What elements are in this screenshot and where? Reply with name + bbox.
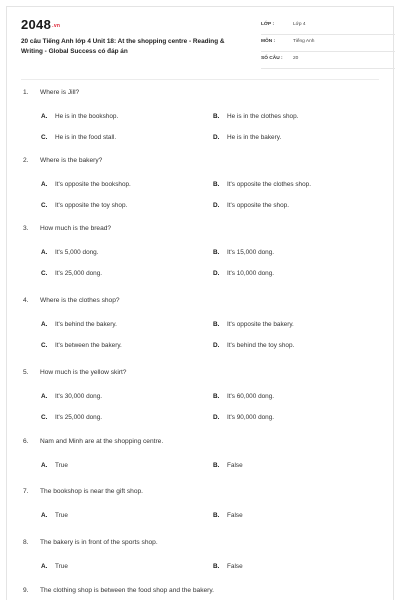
answer-option[interactable] [41, 181, 131, 188]
answer-option[interactable] [213, 462, 243, 469]
option-letter: C. [41, 202, 48, 209]
option-letter: D. [213, 414, 220, 421]
answer-option[interactable] [41, 202, 127, 209]
answer-option[interactable] [41, 342, 122, 349]
answer-option[interactable] [213, 249, 274, 256]
question-number: 6. [23, 438, 29, 445]
option-text: It's 30,000 dong. [55, 393, 103, 400]
logo-main: 2048 [21, 17, 52, 32]
question-number: 1. [23, 89, 29, 96]
option-letter: D. [213, 134, 220, 141]
meta-row-count [261, 55, 395, 69]
question-stem: The clothing shop is between the food shop and the bakery. [40, 587, 214, 594]
option-letter: D. [213, 342, 220, 349]
document-header [21, 17, 379, 77]
option-letter: B. [213, 563, 220, 570]
option-text: True [55, 512, 68, 519]
option-letter: B. [213, 512, 220, 519]
option-text: It's 25,000 dong. [55, 414, 103, 421]
option-letter: C. [41, 134, 48, 141]
meta-value: 20 [293, 56, 299, 61]
question-stem: Where is Jill? [40, 89, 80, 96]
meta-label: MÔN : [261, 39, 276, 44]
answer-option[interactable] [213, 512, 243, 519]
meta-value: Lớp 4 [293, 22, 306, 27]
site-logo[interactable] [21, 17, 60, 32]
answer-option[interactable] [41, 134, 116, 141]
answer-option[interactable] [41, 113, 118, 120]
question-number: 8. [23, 539, 29, 546]
question-text [23, 438, 163, 445]
answer-option[interactable] [41, 512, 68, 519]
option-letter: B. [213, 113, 220, 120]
answer-option[interactable] [41, 321, 117, 328]
answer-option[interactable] [213, 342, 294, 349]
option-letter: D. [213, 270, 220, 277]
option-text: It's 10,000 dong. [227, 270, 275, 277]
meta-label: SỐ CÂU : [261, 56, 283, 61]
option-text: It's 25,000 dong. [55, 270, 103, 277]
answer-option[interactable] [41, 393, 102, 400]
option-text: True [55, 462, 68, 469]
document-page [6, 6, 394, 600]
document-title: 20 câu Tiếng Anh lớp 4 Unit 18: At the shopping centre - Reading & Writing - Global Success có đáp án [21, 38, 225, 55]
option-text: It's 60,000 dong. [227, 393, 275, 400]
question-number: 5. [23, 369, 29, 376]
option-text: True [55, 563, 68, 570]
answer-option[interactable] [213, 270, 274, 277]
question-number: 4. [23, 297, 29, 304]
answer-option[interactable] [213, 113, 298, 120]
option-text: It's between the bakery. [55, 342, 122, 349]
question-text [23, 539, 158, 546]
question-number: 2. [23, 157, 29, 164]
question-stem: Where is the clothes shop? [40, 297, 120, 304]
answer-option[interactable] [41, 414, 102, 421]
option-letter: B. [213, 181, 220, 188]
option-text: It's opposite the bookshop. [55, 181, 131, 188]
option-letter: A. [41, 181, 48, 188]
option-text: It's opposite the clothes shop. [227, 181, 311, 188]
option-letter: B. [213, 321, 220, 328]
question-stem: How much is the bread? [40, 225, 112, 232]
answer-option[interactable] [41, 249, 99, 256]
option-letter: D. [213, 202, 220, 209]
option-text: It's behind the bakery. [55, 321, 117, 328]
option-letter: B. [213, 462, 220, 469]
meta-label: LỚP : [261, 22, 275, 27]
option-text: It's opposite the toy shop. [55, 202, 128, 209]
question-stem: The bookshop is near the gift shop. [40, 488, 144, 495]
answer-option[interactable] [213, 202, 289, 209]
option-letter: C. [41, 342, 48, 349]
option-letter: C. [41, 270, 48, 277]
option-text: He is in the food stall. [55, 134, 117, 141]
answer-option[interactable] [213, 321, 294, 328]
question-text [23, 89, 79, 96]
meta-value: Tiếng Anh [293, 39, 315, 44]
answer-option[interactable] [41, 563, 68, 570]
option-letter: A. [41, 249, 48, 256]
meta-panel [261, 21, 395, 72]
option-text: It's opposite the shop. [227, 202, 289, 209]
option-text: False [227, 512, 243, 519]
question-text [23, 587, 214, 594]
logo-suffix: .vn [52, 22, 61, 29]
header-divider [21, 79, 379, 80]
question-number: 7. [23, 488, 29, 495]
option-letter: A. [41, 563, 48, 570]
question-text [23, 297, 120, 304]
option-letter: A. [41, 113, 48, 120]
option-text: It's opposite the bakery. [227, 321, 294, 328]
option-letter: B. [213, 249, 220, 256]
option-letter: A. [41, 321, 48, 328]
answer-option[interactable] [213, 563, 243, 570]
option-letter: B. [213, 393, 220, 400]
answer-option[interactable] [41, 462, 68, 469]
option-text: He is in the bakery. [227, 134, 282, 141]
answer-option[interactable] [213, 181, 311, 188]
option-text: It's 5,000 dong. [55, 249, 99, 256]
option-text: He is in the clothes shop. [227, 113, 299, 120]
meta-row-grade [261, 21, 395, 35]
question-stem: Nam and Minh are at the shopping centre. [40, 438, 164, 445]
question-stem: Where is the bakery? [40, 157, 103, 164]
question-text [23, 369, 126, 376]
question-text [23, 157, 102, 164]
option-text: False [227, 462, 243, 469]
option-letter: A. [41, 462, 48, 469]
option-text: He is in the bookshop. [55, 113, 119, 120]
answer-option[interactable] [213, 414, 274, 421]
option-letter: A. [41, 393, 48, 400]
answer-option[interactable] [213, 393, 274, 400]
question-number: 9. [23, 587, 29, 594]
question-stem: How much is the yellow skirt? [40, 369, 127, 376]
option-letter: C. [41, 414, 48, 421]
question-text [23, 488, 143, 495]
option-text: It's behind the toy shop. [227, 342, 295, 349]
answer-option[interactable] [213, 134, 281, 141]
option-letter: A. [41, 512, 48, 519]
option-text: It's 90,000 dong. [227, 414, 275, 421]
question-stem: The bakery is in front of the sports shop. [40, 539, 158, 546]
meta-row-subject [261, 38, 395, 52]
option-text: It's 15,000 dong. [227, 249, 275, 256]
answer-option[interactable] [41, 270, 102, 277]
question-text [23, 225, 111, 232]
question-number: 3. [23, 225, 29, 232]
option-text: False [227, 563, 243, 570]
